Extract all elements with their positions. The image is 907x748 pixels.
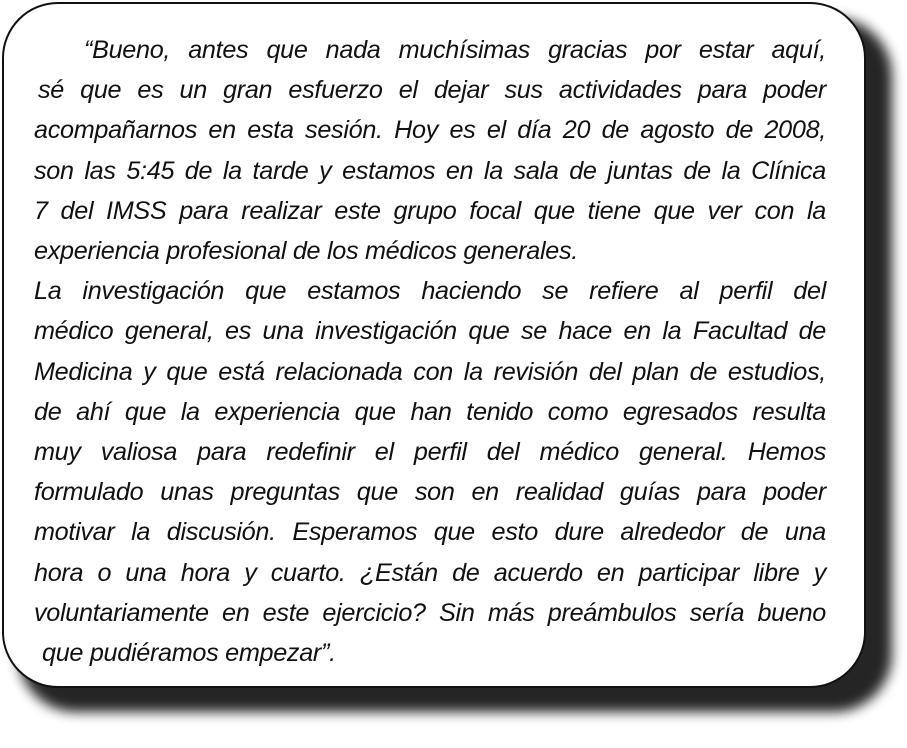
quote-line: médico general, es una investigación que se hace en la Facultad de [34,317,826,346]
quote-text [34,30,826,673]
quote-line: son las 5:45 de la tarde y estamos en la sala de juntas de la Clínica [34,156,826,185]
quote-line: “Bueno, antes que nada muchísimas gracias por estar aquí, [84,36,826,64]
quote-line: formulado unas preguntas que son en realidad guías para poder [34,478,826,507]
quote-line: que pudiéramos empezar”. [42,639,336,668]
quote-line: sé que es un gran esfuerzo el dejar sus actividades para poder [38,76,826,105]
quote-line: motivar la discusión. Esperamos que esto dure alrededor de una [34,518,826,547]
quote-card [2,2,866,688]
quote-line: 7 del IMSS para realizar este grupo focal que tiene que ver con la [34,196,826,225]
quote-line: Medicina y que está relacionada con la revisión del plan de estudios, [34,357,826,386]
quote-line: acompañarnos en esta sesión. Hoy es el día 20 de agosto de 2008, [34,116,826,145]
quote-line: experiencia profesional de los médicos generales. [34,237,578,266]
quote-line: voluntariamente en este ejercicio? Sin más preámbulos sería bueno [34,598,826,627]
quote-line: La investigación que estamos haciendo se refiere al perfil del [34,277,826,306]
quote-line: de ahí que la experiencia que han tenido como egresados resulta [34,397,826,426]
quote-line: hora o una hora y cuarto. ¿Están de acuerdo en participar libre y [34,558,826,587]
quote-line: muy valiosa para redefinir el perfil del médico general. Hemos [34,438,826,467]
